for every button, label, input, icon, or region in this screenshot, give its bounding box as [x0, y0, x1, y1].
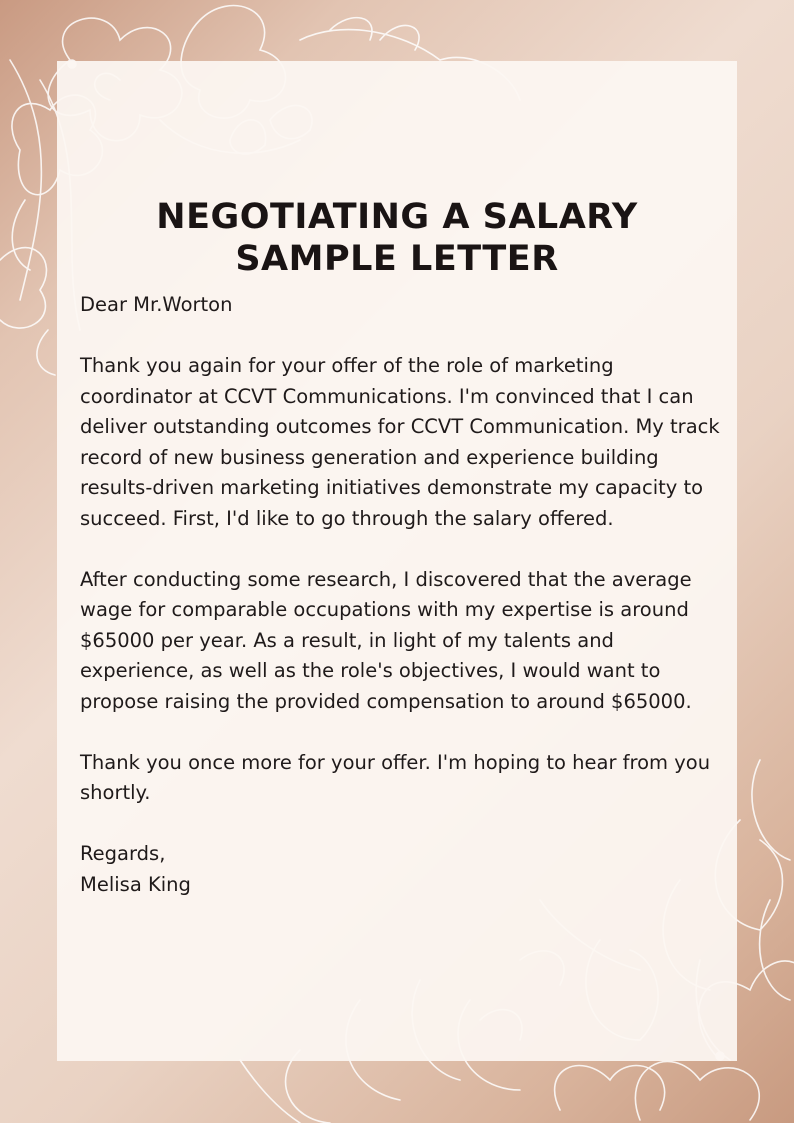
paragraph-research: After conducting some research, I discovered that the average wage for comparable occupations with my expertise is around $65000 per year. As a result, in light of my talents and experience, as well as the role's objectives, I would want to propose raising the provided compensation to around $65000.: [80, 567, 692, 713]
letter-title: [57, 196, 737, 280]
closing-block: [80, 839, 720, 900]
letter-panel: [57, 61, 737, 1061]
signature: Melisa King: [80, 872, 191, 896]
title-line-1: NEGOTIATING A SALARY: [156, 197, 638, 237]
salutation: Dear Mr.Worton: [80, 293, 233, 316]
letter-body: [80, 290, 720, 900]
title-line-2: SAMPLE LETTER: [235, 239, 559, 279]
paragraph-thanks: Thank you once more for your offer. I'm hoping to hear from you shortly.: [80, 750, 711, 804]
closing: Regards,: [80, 842, 166, 865]
paragraph-intro: Thank you again for your offer of the role of marketing coordinator at CCVT Communications. I'm convinced that I can deliver outstanding outcomes for CCVT Communication. My track record of new business generation and experience building results-driven marketing initiatives demonstrate my capacity to succeed. First, I'd like to go through the salary offered.: [80, 354, 720, 530]
